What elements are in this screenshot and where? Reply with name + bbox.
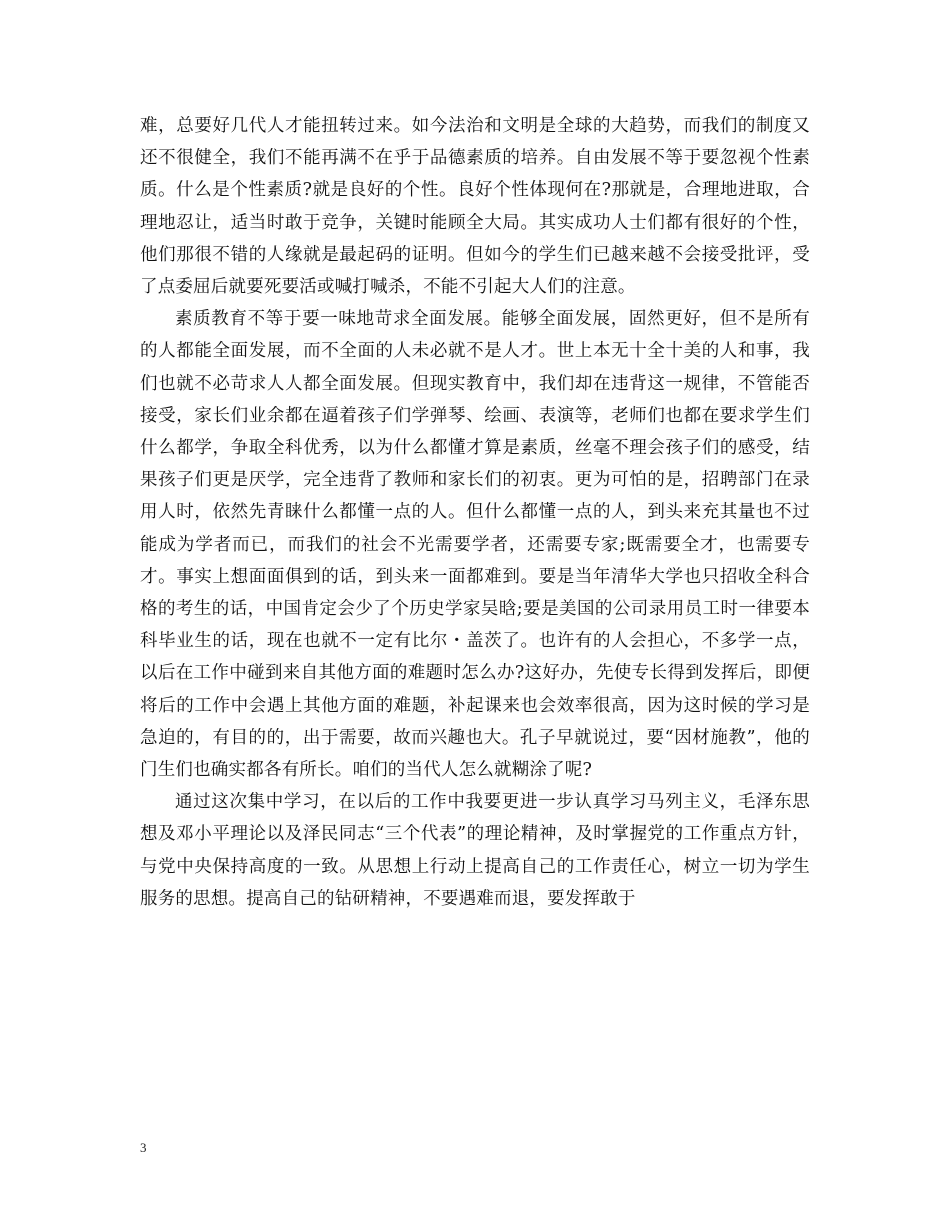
paragraph-continued: 难，总要好几代人才能扭转过来。如今法治和文明是全球的大趋势，而我们的制度又还不很健全，我们不能再满不在乎于品德素质的培养。自由发展不等于要忽视个性素质。什么是个性素质?就是良好的个性。良好个性体现何在?那就是，合理地进取，合理地忍让，适当时敢于竞争，关键时能顾全大局。其实成功人士们都有很好的个性，他们那很不错的人缘就是最起码的证明。但如今的学生们已越来越不会接受批评，受了点委屈后就要死要活或喊打喊杀，不能不引起大人们的注意。 — [140, 116, 810, 298]
page-number: 3 — [140, 1140, 147, 1155]
paragraph-study-conclusion: 通过这次集中学习，在以后的工作中我要更进一步认真学习马列主义，毛泽东思想及邓小平理论以及泽民同志“三个代表”的理论精神，及时掌握党的工作重点方针，与党中央保持高度的一致。从思想上行动上提高自己的工作责任心，树立一切为学生服务的思想。提高自己的钻研精神，不要遇难而退，要发挥敢于 — [140, 792, 810, 909]
body-text — [140, 110, 810, 915]
paragraph-quality-education: 素质教育不等于要一味地苛求全面发展。能够全面发展，固然更好，但不是所有的人都能全面发展，而不全面的人未必就不是人才。世上本无十全十美的人和事，我们也就不必苛求人人都全面发展。但现实教育中，我们却在违背这一规律，不管能否接受，家长们业余都在逼着孩子们学弹琴、绘画、表演等，老师们也都在要求学生们什么都学，争取全科优秀，以为什么都懂才算是素质，丝毫不理会孩子们的感受，结果孩子们更是厌学，完全违背了教师和家长们的初衷。更为可怕的是，招聘部门在录用人时，依然先青睐什么都懂一点的人。但什么都懂一点的人，到头来充其量也不过能成为学者而已，而我们的社会不光需要学者，还需要专家;既需要全才，也需要专才。事实上想面面俱到的话，到头来一面都难到。要是当年清华大学也只招收全科合格的考生的话，中国肯定会少了个历史学家吴晗;要是美国的公司录用员工时一律要本科毕业生的话，现在也就不一定有比尔・盖茨了。也许有的人会担心，不多学一点，以后在工作中碰到来自其他方面的难题时怎么办?这好办，先使专长得到发挥后，即便将后的工作中会遇上其他方面的难题，补起课来也会效率很高，因为这时候的学习是急迫的，有目的的，出于需要，故而兴趣也大。孔子早就说过，要“因材施教”，他的门生们也确实都各有所长。咱们的当代人怎么就糊涂了呢? — [140, 309, 810, 781]
